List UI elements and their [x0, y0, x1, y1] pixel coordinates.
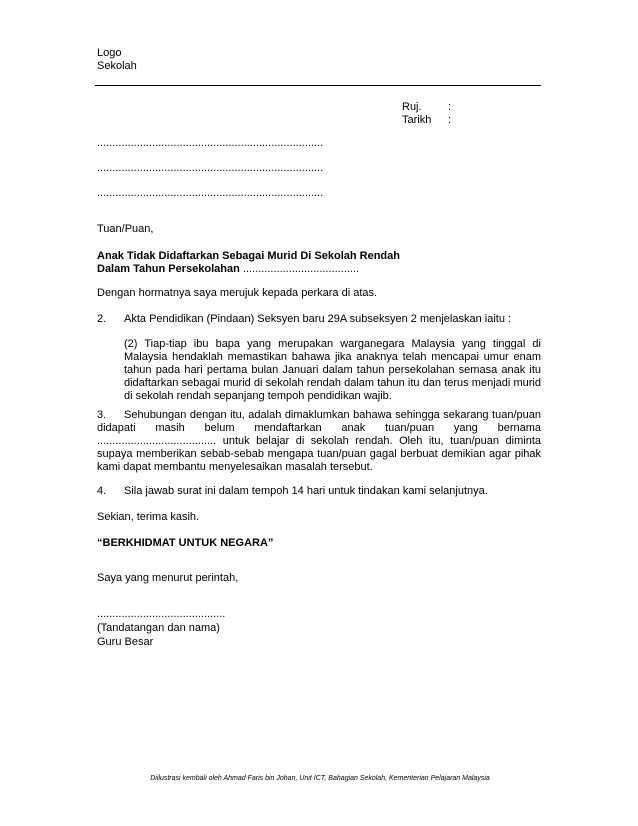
header-divider	[95, 85, 541, 86]
ref-ruj-row	[402, 101, 451, 114]
logo-line-1: Logo	[97, 47, 122, 59]
para-3-number: 3.	[97, 409, 107, 421]
subject-line-2: Dalam Tahun Persekolahan	[97, 263, 240, 275]
signature-title: Guru Besar	[97, 636, 154, 648]
address-line-3: ..........................................................................	[97, 187, 324, 199]
subject-line-1: Anak Tidak Didaftarkan Sebagai Murid Di Sekolah Rendah	[97, 250, 400, 262]
salutation: Tuan/Puan,	[97, 223, 154, 235]
signature-dots: ..........................................	[97, 608, 226, 620]
signoff: Saya yang menurut perintah,	[97, 572, 239, 584]
logo-placeholder	[97, 47, 137, 73]
motto: “BERKHIDMAT UNTUK NEGARA”	[97, 537, 274, 549]
ruj-label: Ruj.	[402, 101, 422, 113]
para-2-text: Akta Pendidikan (Pindaan) Seksyen baru 29A subseksyen 2 menjelaskan iaitu :	[124, 313, 512, 325]
logo-line-2: Sekolah	[97, 60, 137, 72]
reference-block	[402, 101, 451, 127]
address-line-2: ..........................................................................	[97, 162, 324, 174]
closing-line: Sekian, terima kasih.	[97, 511, 200, 523]
para-2-quote: (2) Tiap-tiap ibu bapa yang merupakan warganegara Malaysia yang tinggal di Malaysia hendaklah memastikan bahawa jika anaknya telah mencapai umur enam tahun pada hari pertama bulan Januari dalam tahun persekolahan semasa anak itu didaftarkan sebagai murid di sekolah rendah dalam tahun itu dan terus menjadi murid di sekolah rendah sepanjang tempoh pendidikan wajib.	[124, 338, 541, 402]
ref-tarikh-row	[402, 114, 451, 127]
tarikh-label: Tarikh	[402, 114, 432, 126]
subject-dots: ......................................	[239, 263, 360, 275]
signature-label: (Tandatangan dan nama)	[97, 622, 220, 634]
tarikh-colon: :	[448, 114, 452, 126]
subject	[97, 250, 400, 276]
opening-line: Dengan hormatnya saya merujuk kepada perkara di atas.	[97, 287, 378, 299]
subject-line-2-row	[97, 263, 400, 276]
para-2-number: 2.	[97, 313, 107, 325]
para-3	[97, 409, 541, 474]
footer-credit: Diilustrasi kembali oleh Ahmad Faris bin Johan, Unit ICT, Bahagian Sekolah, Kementerian Pelajaran Malaysia	[150, 775, 490, 782]
ruj-colon: :	[448, 101, 452, 113]
para-3-text: Sehubungan dengan itu, adalah dimaklumkan bahawa sehingga sekarang tuan/puan didapati masih belum mendaftarkan anak tuan/puan yang bernama ....................................... untuk belajar di sekolah rendah. Oleh itu, tuan/puan diminta supaya memberikan sebab-sebab mengapa tuan/puan gagal berbuat demikian agar pihak kami dapat membantu menyelesaikan masalah tersebut.	[97, 409, 541, 473]
para-4-text: Sila jawab surat ini dalam tempoh 14 hari untuk tindakan kami selanjutnya.	[124, 485, 488, 497]
para-4-number: 4.	[97, 485, 107, 497]
address-line-1: ..........................................................................	[97, 137, 324, 149]
